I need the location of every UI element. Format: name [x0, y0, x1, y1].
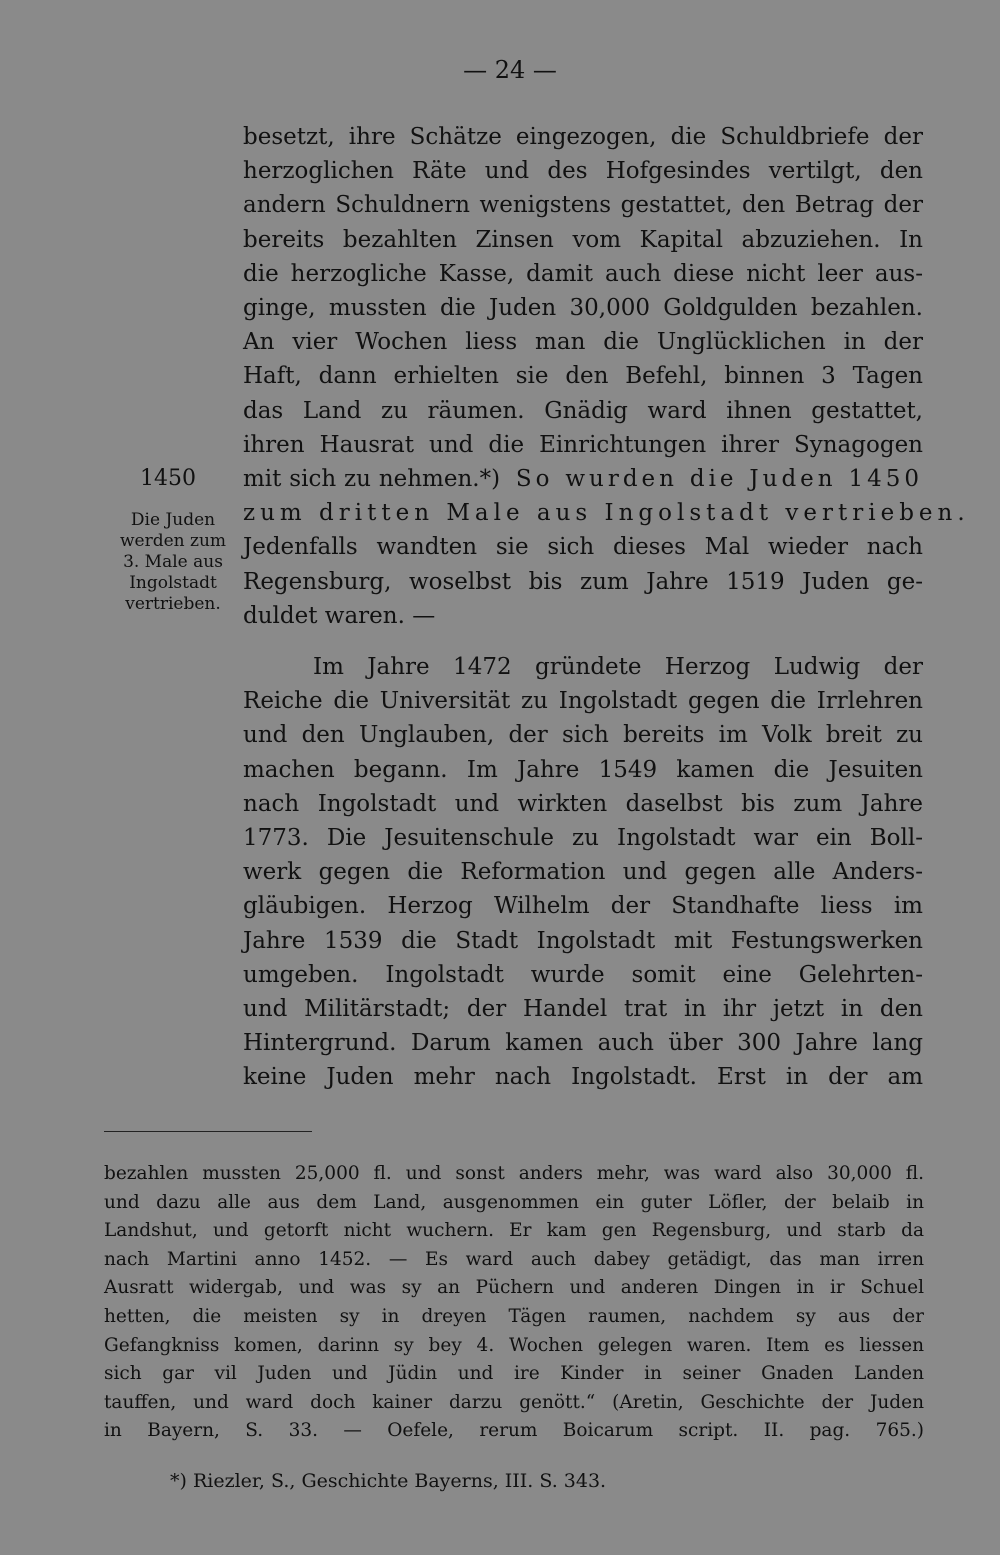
footnote-line: und dazu alle aus dem Land, ausgenommen ein guter Löfler, der belaib in	[104, 1191, 924, 1213]
text-line: nach Ingolstadt und wirkten daselbst bis zum Jahre	[243, 790, 923, 817]
text-line: duldet waren. —	[243, 602, 436, 629]
paragraph-1	[243, 120, 970, 633]
footnote-line: Landshut, und getorft nicht wuchern. Er kam gen Regensburg, und starb da	[104, 1220, 924, 1242]
footnote-line: nach Martini anno 1452. — Es ward auch dabey getädigt, das man irren	[104, 1248, 924, 1270]
text-line: Im Jahre 1472 gründete Herzog Ludwig der	[313, 654, 923, 680]
paragraph-2	[243, 650, 923, 1095]
text-line: herzoglichen Räte und des Hofgesindes vertilgt, den	[243, 158, 923, 185]
text-line: keine Juden mehr nach Ingolstadt. Erst in der am	[243, 1064, 923, 1091]
margin-note-line: vertrieben.	[125, 594, 221, 614]
footnote: *) Riezler, S., Geschichte Bayerns, III. S. 343.	[170, 1470, 607, 1492]
text-line: Reiche die Universität zu Ingolstadt gegen die Irrlehren	[243, 688, 923, 715]
footnote-line: Gefangkniss komen, darinn sy bey 4. Wochen gelegen waren. Item es liessen	[104, 1334, 924, 1356]
footnote-line: bezahlen mussten 25,000 fl. und sonst anders mehr, was ward also 30,000 fl.	[104, 1163, 924, 1184]
text-line: Jedenfalls wandten sie sich dieses Mal wieder nach	[243, 534, 923, 561]
text-line: ginge, mussten die Juden 30,000 Goldgulden bezahlen.	[243, 295, 923, 322]
margin-note-line: werden zum	[119, 531, 227, 551]
emphasized-text: So wurden die Juden 1450	[515, 466, 923, 493]
footnote-line: sich gar vil Juden und Jüdin und ire Kinder in seiner Gnaden Landen	[104, 1363, 924, 1385]
text-line: bereits bezahlten Zinsen vom Kapital abzuziehen. In	[243, 226, 923, 253]
footnote-line: hetten, die meisten sy in dreyen Tägen raumen, nachdem sy aus der	[104, 1305, 924, 1327]
footnote-line: tauffen, und ward doch kainer darzu genött.“ (Aretin, Geschichte der Juden	[104, 1391, 924, 1413]
text-line: werk gegen die Reformation und gegen alle Anders-	[243, 859, 923, 886]
text-line: Jahre 1539 die Stadt Ingolstadt mit Festungswerken	[243, 927, 923, 954]
margin-note-line: 3. Male aus	[123, 552, 223, 572]
footnote-divider	[104, 1131, 312, 1132]
text-line: die herzogliche Kasse, damit auch diese nicht leer aus-	[243, 260, 923, 287]
text-line: das Land zu räumen. Gnädig ward ihnen gestattet,	[243, 397, 923, 424]
footnote-line: in Bayern, S. 33. — Oefele, rerum Boicarum script. II. pag. 765.)	[104, 1420, 924, 1442]
text-line: ihren Hausrat und die Einrichtungen ihrer Synagogen	[243, 431, 923, 458]
text-line: Regensburg, woselbst bis zum Jahre 1519 Juden ge-	[243, 568, 923, 595]
text-line: Haft, dann erhielten sie den Befehl, binnen 3 Tagen	[243, 363, 923, 390]
text-line: gläubigen. Herzog Wilhelm der Standhafte liess im	[243, 893, 923, 920]
text-line: und den Unglauben, der sich bereits im Volk breit zu	[243, 722, 923, 749]
text-line: 1773. Die Jesuitenschule zu Ingolstadt war ein Boll-	[243, 825, 923, 852]
margin-note-line: Ingolstadt	[129, 573, 217, 593]
text-line: besetzt, ihre Schätze eingezogen, die Schuldbriefe der	[243, 124, 923, 150]
emphasized-text-line: zum dritten Male aus Ingolstadt vertrieben.	[243, 500, 970, 527]
text-line	[243, 462, 923, 496]
margin-note-line: Die Juden	[130, 510, 216, 530]
text-line: machen begann. Im Jahre 1549 kamen die Jesuiten	[243, 756, 923, 783]
text-line: umgeben. Ingolstadt wurde somit eine Gelehrten-	[243, 961, 923, 988]
text-line: Hintergrund. Darum kamen auch über 300 Jahre lang	[243, 1030, 923, 1057]
margin-note	[106, 510, 240, 615]
page-number: — 24 —	[463, 56, 557, 84]
text-fragment: mit sich zu nehmen.*)	[243, 466, 501, 493]
text-line: andern Schuldnern wenigstens gestattet, den Betrag der	[243, 192, 923, 219]
footnote-continuation	[104, 1160, 924, 1446]
text-line: und Militärstadt; der Handel trat in ihr jetzt in den	[243, 996, 923, 1023]
margin-year: 1450	[140, 466, 196, 491]
text-line: An vier Wochen liess man die Unglücklichen in der	[243, 329, 923, 356]
footnote-line: Ausratt widergab, und was sy an Püchern und anderen Dingen in ir Schuel	[104, 1277, 924, 1299]
